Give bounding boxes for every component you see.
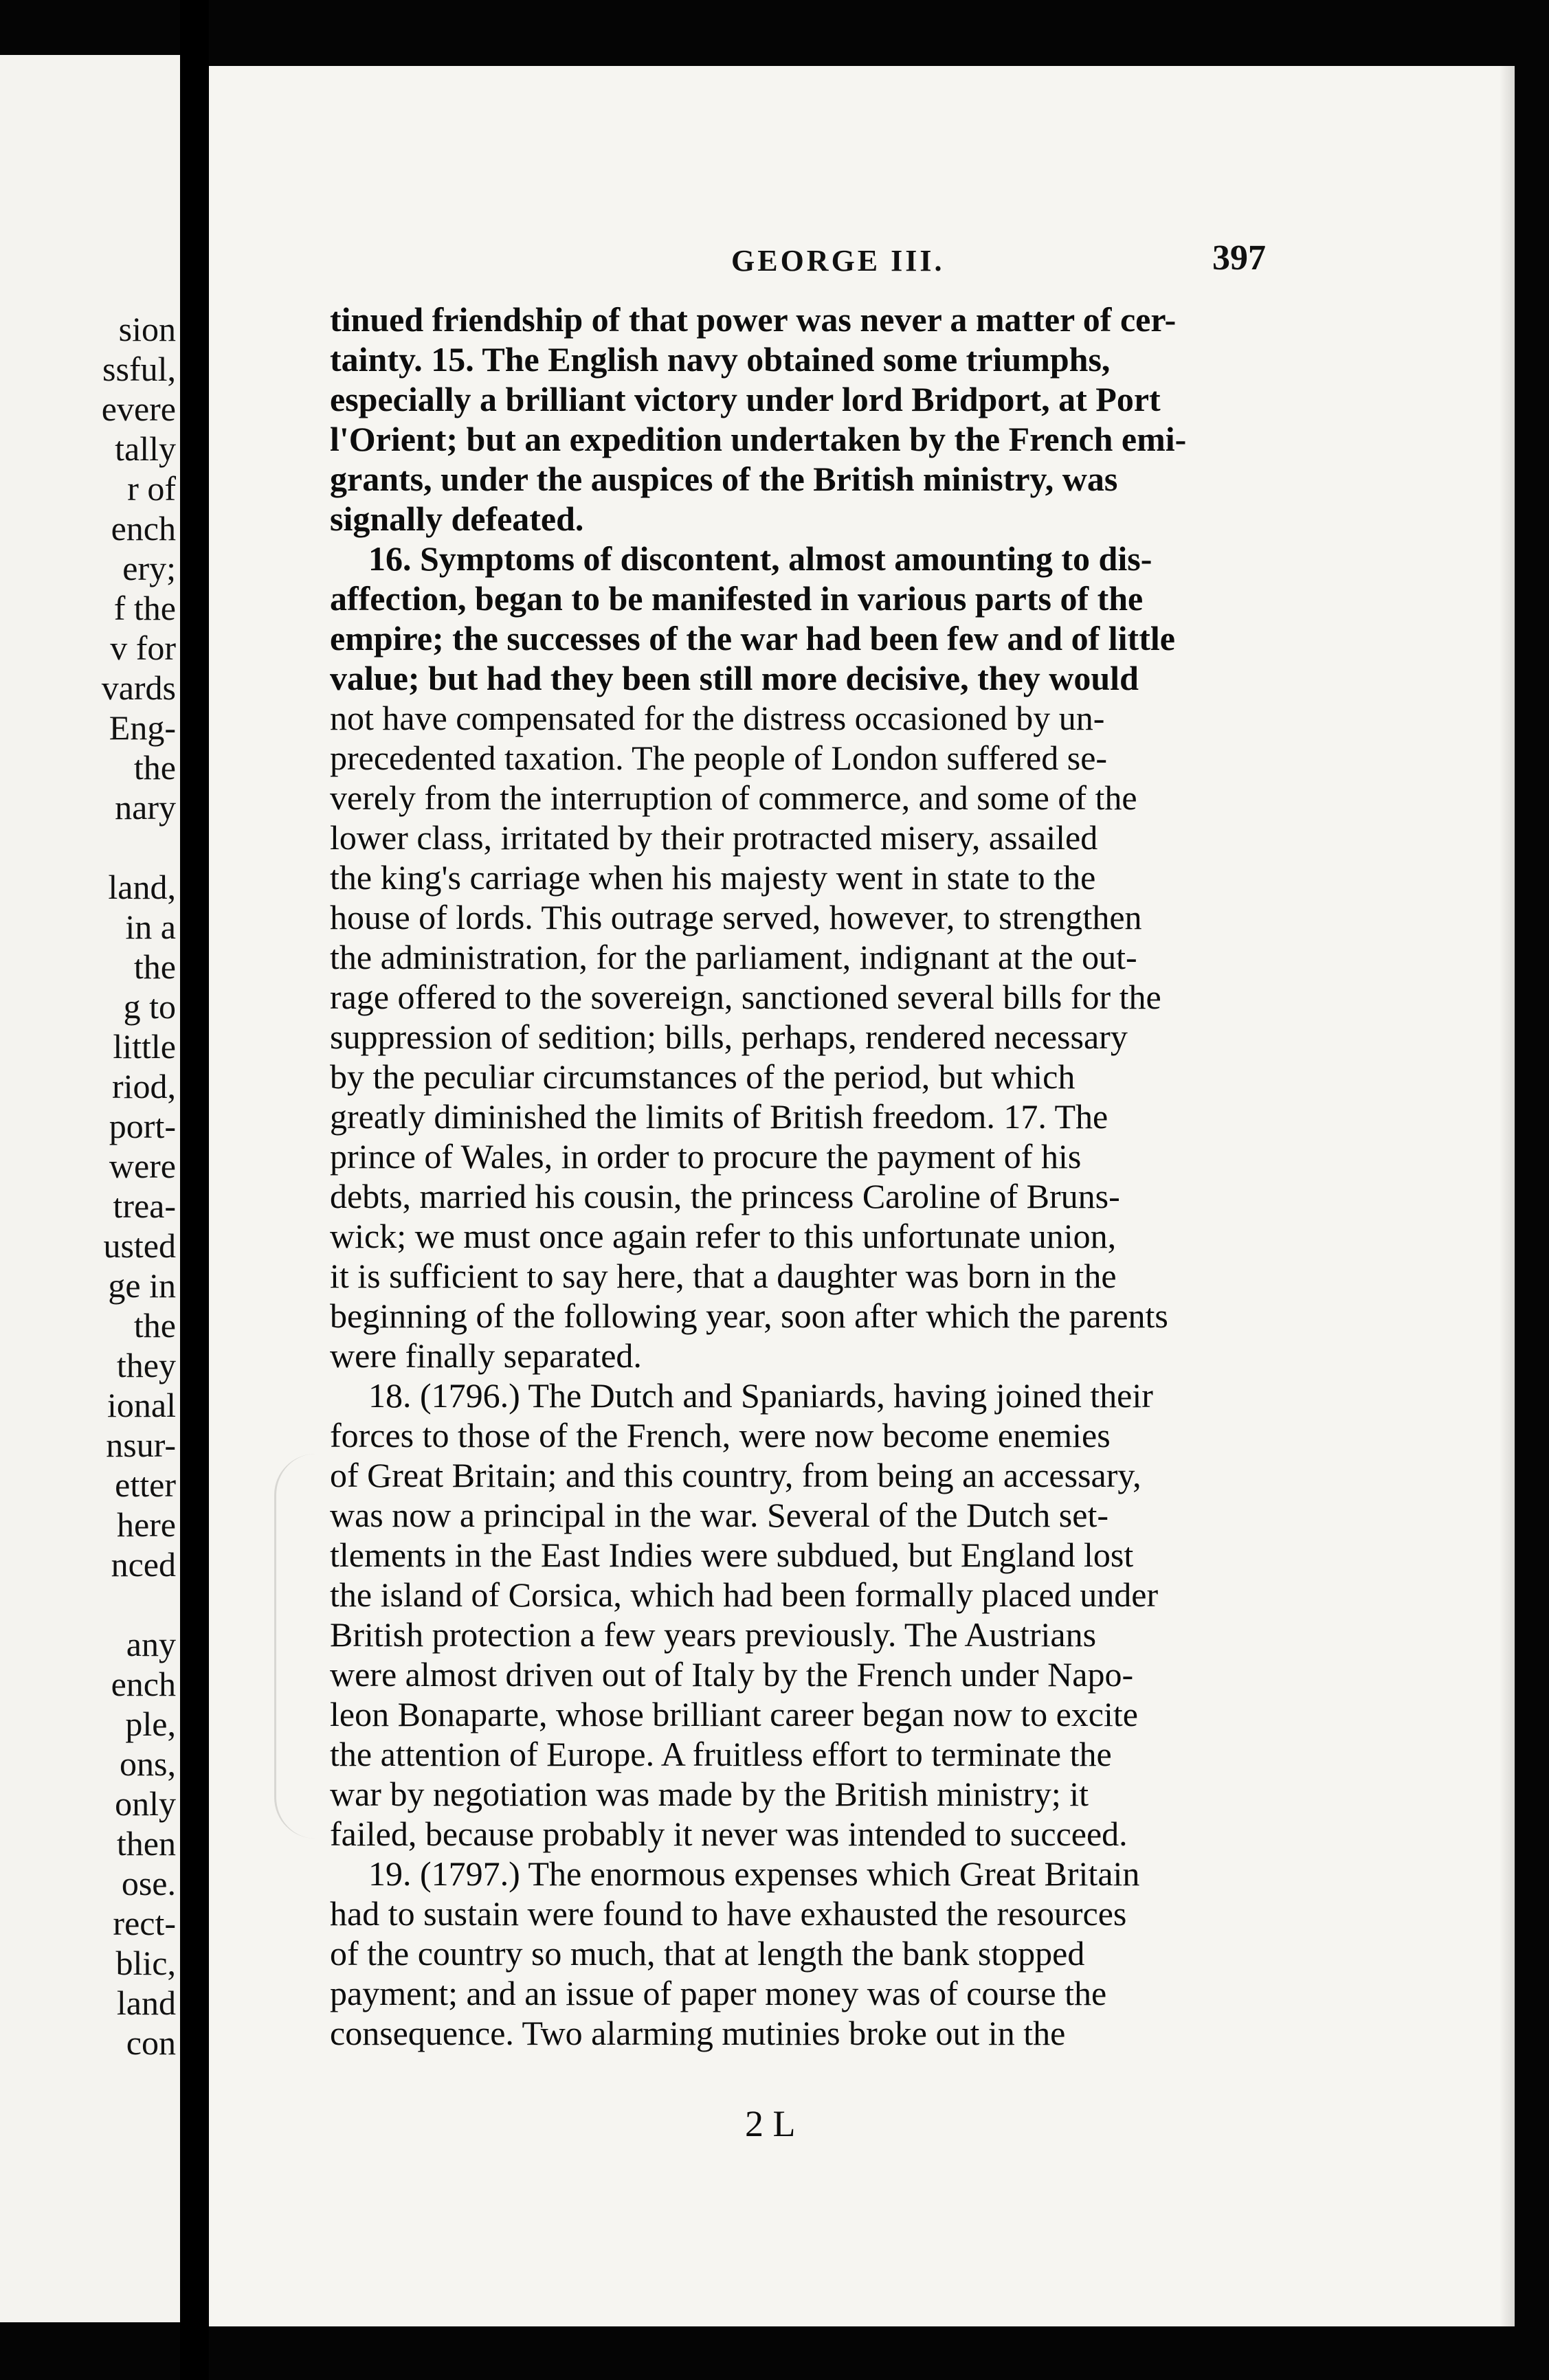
previous-page-fragment: etter xyxy=(115,1466,176,1504)
text-line: the island of Corsica, which had been formally placed under xyxy=(330,1575,1159,1614)
text-line: value; but had they been still more decisive, they would xyxy=(330,659,1139,697)
previous-page-fragment: vards xyxy=(101,669,176,707)
previous-page-fragment: con xyxy=(126,2023,176,2062)
text-line: not have compensated for the distress occasioned by un- xyxy=(330,699,1105,737)
text-line: by the peculiar circumstances of the period, but which xyxy=(330,1057,1076,1096)
previous-page-fragment: ery; xyxy=(122,549,176,587)
text-line: debts, married his cousin, the princess Caroline of Bruns- xyxy=(330,1177,1120,1215)
previous-page-fragment: tally xyxy=(115,429,176,468)
text-line: 19. (1797.) The enormous expenses which Great Britain xyxy=(368,1854,1140,1893)
previous-page-fragment: r of xyxy=(127,469,176,508)
text-line: had to sustain were found to have exhausted the resources xyxy=(330,1894,1127,1933)
signature-mark: 2 L xyxy=(745,2103,796,2144)
previous-page-fragment: nary xyxy=(115,788,176,827)
text-line: payment; and an issue of paper money was of course the xyxy=(330,1974,1107,2012)
text-line: failed, because probably it never was intended to succeed. xyxy=(330,1815,1128,1853)
text-line: rage offered to the sovereign, sanctioned several bills for the xyxy=(330,978,1161,1016)
text-line: the administration, for the parliament, indignant at the out- xyxy=(330,938,1137,976)
text-line: suppression of sedition; bills, perhaps, rendered necessary xyxy=(330,1018,1128,1056)
text-line: of Great Britain; and this country, from being an accessary, xyxy=(330,1456,1141,1494)
text-line: were almost driven out of Italy by the French under Napo- xyxy=(330,1655,1134,1694)
previous-page-fragment: nsur- xyxy=(106,1426,176,1464)
previous-page-fragment: the xyxy=(133,947,176,986)
text-line: greatly diminished the limits of British freedom. 17. The xyxy=(330,1097,1108,1136)
text-line: affection, began to be manifested in various parts of the xyxy=(330,579,1144,618)
previous-page-fragment: land xyxy=(116,1984,176,2022)
previous-page-fragment: the xyxy=(133,748,176,787)
previous-page-fragment: the xyxy=(133,1306,176,1345)
previous-page-fragment: little xyxy=(113,1027,176,1066)
running-head: GEORGE III. xyxy=(731,244,945,278)
text-line: consequence. Two alarming mutinies broke out in the xyxy=(330,2014,1066,2052)
previous-page-fragment: ple, xyxy=(125,1705,176,1743)
previous-page-fragment: sion xyxy=(118,310,176,348)
previous-page-fragment: then xyxy=(116,1824,176,1863)
text-line: forces to those of the French, were now become enemies xyxy=(330,1416,1111,1455)
previous-page-fragment: ssful, xyxy=(102,350,176,388)
text-line: war by negotiation was made by the British ministry; it xyxy=(330,1775,1089,1813)
previous-page-fragment: here xyxy=(116,1505,176,1544)
text-line: verely from the interruption of commerce, and some of the xyxy=(330,778,1137,817)
page-edge-shadow xyxy=(1500,66,1515,2326)
previous-page-fragment: nced xyxy=(111,1545,176,1584)
previous-page-fragment: ench xyxy=(111,509,176,548)
previous-page-fragment: Eng- xyxy=(109,708,176,747)
text-line: wick; we must once again refer to this unfortunate union, xyxy=(330,1217,1117,1255)
text-line: British protection a few years previously. The Austrians xyxy=(330,1615,1097,1654)
previous-page-fragment: ional xyxy=(107,1386,176,1424)
previous-page-fragment: evere xyxy=(101,390,176,428)
text-line: 16. Symptoms of discontent, almost amounting to dis- xyxy=(368,539,1152,578)
book-page xyxy=(209,66,1515,2326)
previous-page-fragment: f the xyxy=(113,589,176,627)
previous-page-fragment: land, xyxy=(108,868,176,906)
text-line: the king's carriage when his majesty went in state to the xyxy=(330,858,1096,897)
text-line: was now a principal in the war. Several of the Dutch set- xyxy=(330,1496,1108,1534)
previous-page-fragment: any xyxy=(126,1625,176,1663)
page-number: 397 xyxy=(1212,238,1266,278)
text-line: especially a brilliant victory under lord Bridport, at Port xyxy=(330,380,1161,418)
text-line: house of lords. This outrage served, however, to strengthen xyxy=(330,898,1142,936)
previous-page-fragment: ose. xyxy=(121,1864,176,1902)
text-line: tainty. 15. The English navy obtained some triumphs, xyxy=(330,340,1111,379)
text-line: precedented taxation. The people of London suffered se- xyxy=(330,739,1108,777)
text-line: beginning of the following year, soon after which the parents xyxy=(330,1296,1168,1335)
text-line: lower class, irritated by their protracted misery, assailed xyxy=(330,818,1098,857)
previous-page-fragment: usted xyxy=(103,1226,176,1265)
previous-page-fragment: g to xyxy=(123,987,176,1026)
text-line: signally defeated. xyxy=(330,499,584,538)
text-line: grants, under the auspices of the British ministry, was xyxy=(330,460,1118,498)
previous-page-fragment: rect- xyxy=(113,1904,176,1942)
previous-page-fragment: were xyxy=(109,1147,176,1185)
text-line: 18. (1796.) The Dutch and Spaniards, having joined their xyxy=(368,1376,1153,1415)
text-line: l'Orient; but an expedition undertaken by the French emi- xyxy=(330,420,1187,458)
previous-page-sliver xyxy=(0,55,180,2322)
previous-page-fragment: riod, xyxy=(111,1067,176,1105)
text-line: tlements in the East Indies were subdued, but England lost xyxy=(330,1536,1134,1574)
previous-page-fragment: they xyxy=(116,1346,176,1384)
previous-page-fragment: ons, xyxy=(120,1744,176,1783)
text-line: were finally separated. xyxy=(330,1336,642,1375)
text-line: empire; the successes of the war had been few and of little xyxy=(330,619,1175,658)
text-line: tinued friendship of that power was never a matter of cer- xyxy=(330,300,1177,339)
previous-page-fragment: ench xyxy=(111,1665,176,1703)
text-line: prince of Wales, in order to procure the payment of his xyxy=(330,1137,1082,1176)
text-line: the attention of Europe. A fruitless effort to terminate the xyxy=(330,1735,1112,1773)
text-line: leon Bonaparte, whose brilliant career began now to excite xyxy=(330,1695,1138,1733)
previous-page-fragment: trea- xyxy=(113,1187,176,1225)
previous-page-fragment: only xyxy=(115,1784,176,1823)
text-line: of the country so much, that at length the bank stopped xyxy=(330,1934,1085,1973)
text-line: it is sufficient to say here, that a daughter was born in the xyxy=(330,1257,1117,1295)
previous-page-fragment: in a xyxy=(125,908,176,946)
previous-page-fragment: blic, xyxy=(115,1944,176,1982)
book-gutter xyxy=(180,0,209,2380)
previous-page-fragment: v for xyxy=(110,629,176,667)
previous-page-fragment: port- xyxy=(109,1107,176,1145)
previous-page-fragment: ge in xyxy=(108,1266,176,1305)
body-text xyxy=(330,300,1511,2053)
